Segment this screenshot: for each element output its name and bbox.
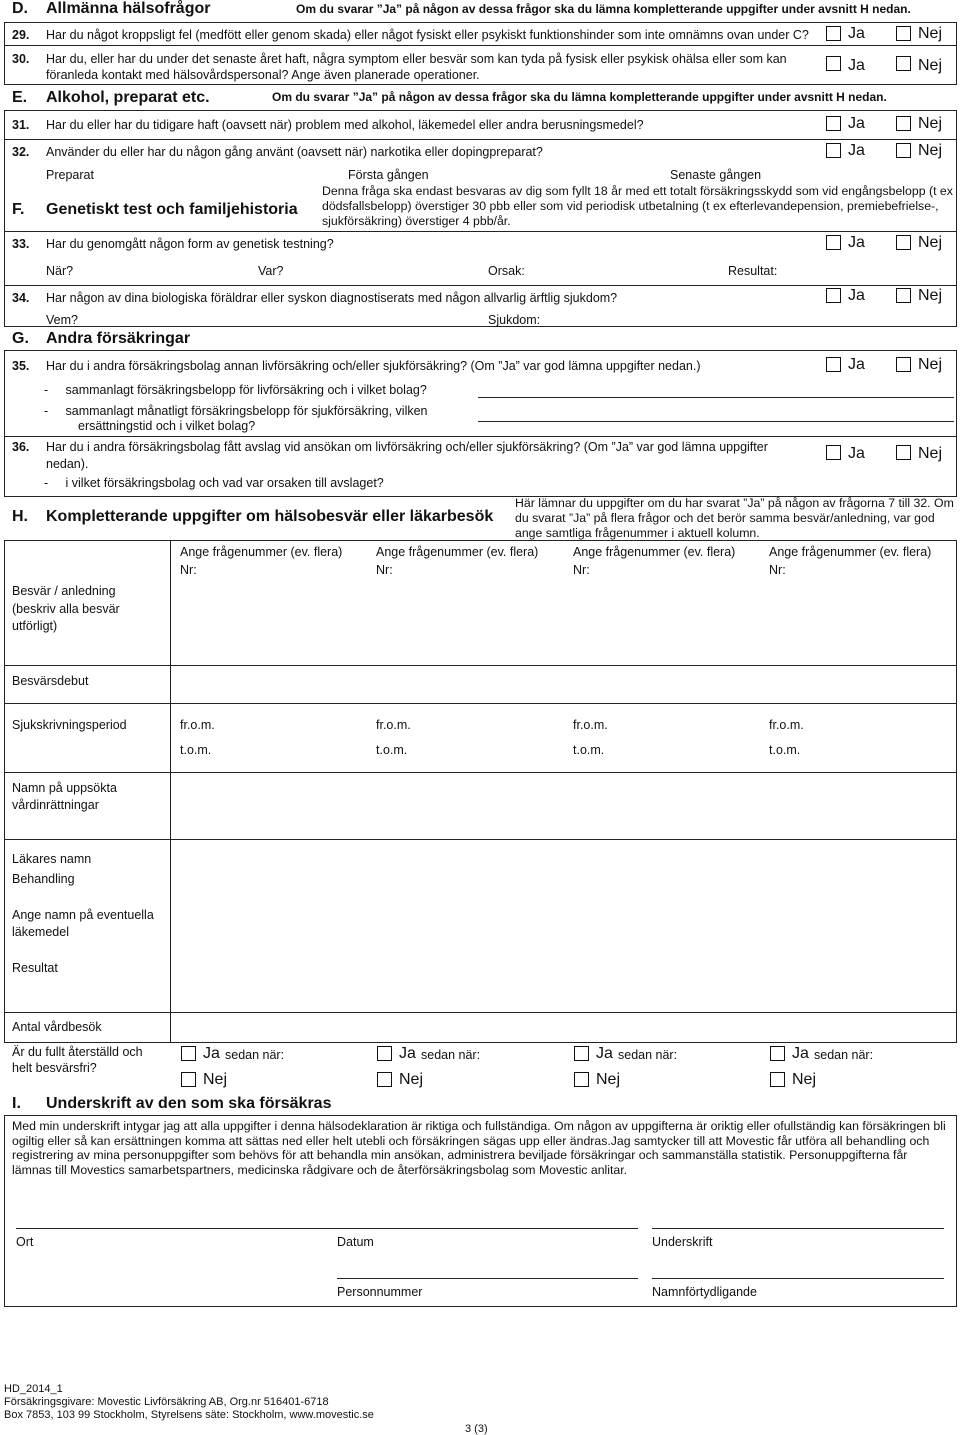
- col1-from: fr.o.m.: [180, 718, 215, 732]
- q36-ja-label: Ja: [848, 445, 865, 462]
- row-lakemedel-label: Ange namn på eventuella läkemedel: [12, 908, 154, 939]
- section-d-note: Om du svarar ”Ja” på någon av dessa frågor ska du lämna kompletterande uppgifter under avsnitt H nedan.: [296, 2, 911, 16]
- q31-nej-checkbox[interactable]: [896, 116, 911, 131]
- table-row-divider: [4, 703, 957, 704]
- col3-nej-label: Nej: [596, 1071, 621, 1088]
- q30-nej-checkbox[interactable]: [896, 56, 911, 71]
- col1-header: Ange frågenummer (ev. flera): [180, 545, 343, 559]
- col4-header: Ange frågenummer (ev. flera): [769, 545, 932, 559]
- col4-sedan: sedan när:: [814, 1048, 874, 1062]
- q34-sjukdom-label: Sjukdom:: [488, 313, 541, 327]
- q30-number: 30.: [12, 52, 30, 66]
- col1-nej-checkbox[interactable]: [181, 1072, 196, 1087]
- q32-number: 32.: [12, 145, 30, 159]
- q33-ja-label: Ja: [848, 234, 865, 251]
- q31-number: 31.: [12, 118, 30, 132]
- row-besvar-label: Besvär / anledning (beskriv alla besvär utförligt): [12, 584, 120, 633]
- col1-nej-label: Nej: [203, 1071, 228, 1088]
- q31-ja-label: Ja: [848, 115, 865, 132]
- q34-nej-checkbox[interactable]: [896, 288, 911, 303]
- section-f-letter: F.: [12, 201, 25, 218]
- section-h-letter: H.: [12, 508, 28, 525]
- col4-tom: t.o.m.: [769, 743, 801, 757]
- q30-text-line2: föranleda kontakt med hälsovårdspersonal? Ange även planerade operationer.: [46, 68, 480, 82]
- q33-nej-label: Nej: [918, 234, 943, 251]
- q32-nej-label: Nej: [918, 142, 943, 159]
- q32-preparat-label: Preparat: [46, 168, 94, 182]
- col1-ja-label: Ja: [203, 1045, 220, 1062]
- personnummer-line[interactable]: [337, 1278, 638, 1279]
- personnummer-label: Personnummer: [337, 1285, 423, 1299]
- section-d-title: Allmänna hälsofrågor: [46, 0, 211, 17]
- q30-ja-label: Ja: [848, 57, 865, 74]
- table-row-divider: [4, 839, 957, 840]
- q35-ja-label: Ja: [848, 356, 865, 373]
- underskrift-label: Underskrift: [652, 1235, 713, 1249]
- q29-nej-checkbox[interactable]: [896, 26, 911, 41]
- row-lakare-label: Läkares namn: [12, 852, 92, 866]
- row-antal-label: Antal vårdbesök: [12, 1020, 102, 1034]
- q35-nej-label: Nej: [918, 356, 943, 373]
- q34-text: Har någon av dina biologiska föräldrar eller syskon diagnostiserats med någon allvarlig ärftlig sjukdom?: [46, 291, 618, 305]
- section-f-note: Denna fråga ska endast besvaras av dig som fyllt 18 år med ett totalt försäkringsskydd som vid engångsbelopp (t ex dödsfallsbelopp) överstiger 30 pbb eller som vid periodisk utbetalning (t ex efterlevandepension, premiebefrielse-, sjukförsäkring) överstiger 4 pbb/år.: [322, 184, 953, 228]
- form-code: HD_2014_1: [4, 1383, 63, 1395]
- q35-answer-line-2[interactable]: [478, 421, 954, 422]
- q36-nej-label: Nej: [918, 445, 943, 462]
- q33-orsak-label: Orsak:: [488, 264, 525, 278]
- q34-vem-label: Vem?: [46, 313, 78, 327]
- q33-ja-checkbox[interactable]: [826, 235, 841, 250]
- section-e-letter: E.: [12, 89, 28, 106]
- q36-text-line1: Har du i andra försäkringsbolag fått avslag vid ansökan om livförsäkring och/eller sjukförsäkring? (Om ”Ja” var god lämna uppgifter: [46, 440, 768, 454]
- ort-datum-line[interactable]: [16, 1228, 638, 1229]
- section-d-letter: D.: [12, 0, 28, 17]
- q34-number: 34.: [12, 291, 30, 305]
- q35-number: 35.: [12, 359, 30, 373]
- ort-label: Ort: [16, 1235, 34, 1249]
- underskrift-line[interactable]: [652, 1228, 944, 1229]
- q31-text: Har du eller har du tidigare haft (oavsett när) problem med alkohol, läkemedel eller andra berusningsmedel?: [46, 118, 644, 132]
- col2-nr: Nr:: [376, 563, 393, 577]
- section-e-title: Alkohol, preparat etc.: [46, 89, 210, 106]
- q33-nar-label: När?: [46, 264, 74, 278]
- col3-ja-checkbox[interactable]: [574, 1046, 589, 1061]
- q36-text-line2: nedan).: [46, 457, 89, 471]
- section-h-table: [4, 540, 957, 1013]
- section-e-note: Om du svarar ”Ja” på någon av dessa frågor ska du lämna kompletterande uppgifter under avsnitt H nedan.: [272, 90, 887, 104]
- namnfortydligande-label: Namnförtydligande: [652, 1285, 757, 1299]
- q34-nej-label: Nej: [918, 287, 943, 304]
- col4-nej-checkbox[interactable]: [770, 1072, 785, 1087]
- col1-nr: Nr:: [180, 563, 197, 577]
- insurer-info: Försäkringsgivare: Movestic Livförsäkring AB, Org.nr 516401-6718: [4, 1396, 329, 1408]
- col1-ja-checkbox[interactable]: [181, 1046, 196, 1061]
- col3-nr: Nr:: [573, 563, 590, 577]
- q35-text: Har du i andra försäkringsbolag annan livförsäkring och/eller sjukförsäkring? (Om ”Ja” var god lämna uppgifter nedan.): [46, 359, 701, 373]
- col2-nej-label: Nej: [399, 1071, 424, 1088]
- col2-header: Ange frågenummer (ev. flera): [376, 545, 539, 559]
- q29-number: 29.: [12, 28, 30, 42]
- q36-bullet-1: - i vilket försäkringsbolag och vad var orsaken till avslaget?: [44, 476, 384, 490]
- q30-ja-checkbox[interactable]: [826, 56, 841, 71]
- namnfortydligande-line[interactable]: [652, 1278, 944, 1279]
- q32-ja-label: Ja: [848, 142, 865, 159]
- col4-from: fr.o.m.: [769, 718, 804, 732]
- row-antal: [4, 1012, 957, 1043]
- q36-ja-checkbox[interactable]: [826, 445, 841, 460]
- col3-ja-label: Ja: [596, 1045, 613, 1062]
- q35-answer-line-1[interactable]: [478, 397, 954, 398]
- consent-text: Med min underskrift intygar jag att alla uppgifter i denna hälsodeklaration är riktiga och fullständiga. Om någon av uppgifterna är oriktig eller ofullständig kan försäkringen bli ogiltig eller så kan ersättningen komma att sättas ned eller helt utebli och försäkringen sägas upp eller ändras.Jag samtycker till att Movestic får utföra all behandling och registrering av mina personuppgifter som behövs för att behandla min ansökan, administrera beviljade försäkringar och sammanställa statistik. Personuppgifterna får lämnas till Movestics samarbetspartners, medicinska rådgivare och de återförsäkringsbolag som Movestic anlitar.: [12, 1119, 946, 1177]
- table-row-divider: [4, 772, 957, 773]
- table-col-divider: [170, 540, 171, 1013]
- q33-var-label: Var?: [258, 264, 284, 278]
- table-row-divider: [4, 665, 957, 666]
- q36-number: 36.: [12, 440, 30, 454]
- divider: [4, 45, 957, 46]
- col3-header: Ange frågenummer (ev. flera): [573, 545, 736, 559]
- q34-ja-label: Ja: [848, 287, 865, 304]
- q31-ja-checkbox[interactable]: [826, 116, 841, 131]
- q33-nej-checkbox[interactable]: [896, 235, 911, 250]
- col1-sedan: sedan när:: [225, 1048, 285, 1062]
- col2-tom: t.o.m.: [376, 743, 408, 757]
- q29-ja-label: Ja: [848, 25, 865, 42]
- col4-ja-checkbox[interactable]: [770, 1046, 785, 1061]
- col3-from: fr.o.m.: [573, 718, 608, 732]
- q33-resultat-label: Resultat:: [728, 264, 778, 278]
- col2-sedan: sedan när:: [421, 1048, 481, 1062]
- section-f-title: Genetiskt test och familjehistoria: [46, 201, 298, 218]
- q36-nej-checkbox[interactable]: [896, 445, 911, 460]
- section-i-title: Underskrift av den som ska försäkras: [46, 1095, 332, 1112]
- col2-nej-checkbox[interactable]: [377, 1072, 392, 1087]
- q30-nej-label: Nej: [918, 57, 943, 74]
- col2-ja-label: Ja: [399, 1045, 416, 1062]
- col3-nej-checkbox[interactable]: [574, 1072, 589, 1087]
- row-behandling-label: Behandling: [12, 872, 75, 886]
- divider: [4, 139, 957, 140]
- table-col-divider: [170, 1012, 171, 1043]
- q35-bullet-2-cont: ersättningstid och i vilket bolag?: [78, 419, 256, 433]
- col3-tom: t.o.m.: [573, 743, 605, 757]
- row-sjukskrivning-label: Sjukskrivningsperiod: [12, 718, 127, 732]
- col4-nr: Nr:: [769, 563, 786, 577]
- col4-ja-label: Ja: [792, 1045, 809, 1062]
- q33-text: Har du genomgått någon form av genetisk testning?: [46, 237, 334, 251]
- col2-ja-checkbox[interactable]: [377, 1046, 392, 1061]
- q35-bullet-2: - sammanlagt månatligt försäkringsbelopp för sjukförsäkring, vilken: [44, 404, 428, 418]
- row-resultat-label: Resultat: [12, 961, 58, 975]
- address-info: Box 7853, 103 99 Stockholm, Styrelsens säte: Stockholm, www.movestic.se: [4, 1409, 374, 1421]
- q30-text-line1: Har du, eller har du under det senaste året haft, några symptom eller besvär som kan tyda på fysisk eller psykisk ohälsa eller som kan: [46, 52, 787, 66]
- q32-ja-checkbox[interactable]: [826, 143, 841, 158]
- col2-from: fr.o.m.: [376, 718, 411, 732]
- q35-ja-checkbox[interactable]: [826, 357, 841, 372]
- section-h-title: Kompletterande uppgifter om hälsobesvär eller läkarbesök: [46, 508, 494, 525]
- section-h-note: Här lämnar du uppgifter om du har svarat ”Ja” på någon av frågorna 7 till 32. Om du svarat ”Ja” på flera frågor och det berör samma besvär/anledning, var god ange samtliga frågenummer i aktuell kolumn.: [515, 496, 954, 540]
- divider: [4, 436, 957, 437]
- q32-text: Använder du eller har du någon gång använt (oavsett när) narkotika eller dopingpreparat?: [46, 145, 543, 159]
- q31-nej-label: Nej: [918, 115, 943, 132]
- row-aterstalld-label: Är du fullt återställd och helt besvärsfri?: [12, 1045, 143, 1075]
- col1-tom: t.o.m.: [180, 743, 212, 757]
- section-g-letter: G.: [12, 330, 29, 347]
- section-g-title: Andra försäkringar: [46, 330, 191, 347]
- row-debut-label: Besvärsdebut: [12, 674, 89, 688]
- q29-text: Har du något kroppsligt fel (medfött eller genom skada) eller något fysiskt eller psykiskt funktionshinder som inte omnämns ovan under C?: [46, 28, 809, 42]
- q29-ja-checkbox[interactable]: [826, 26, 841, 41]
- q35-bullet-1: - sammanlagt försäkringsbelopp för livförsäkring och i vilket bolag?: [44, 383, 427, 397]
- col4-nej-label: Nej: [792, 1071, 817, 1088]
- q29-nej-label: Nej: [918, 25, 943, 42]
- q33-number: 33.: [12, 237, 30, 251]
- q34-ja-checkbox[interactable]: [826, 288, 841, 303]
- page-number: 3 (3): [465, 1423, 488, 1435]
- row-vard-label: Namn på uppsökta vårdinrättningar: [12, 781, 117, 812]
- section-i-letter: I.: [12, 1095, 21, 1112]
- q35-nej-checkbox[interactable]: [896, 357, 911, 372]
- datum-label: Datum: [337, 1235, 374, 1249]
- q32-nej-checkbox[interactable]: [896, 143, 911, 158]
- q32-senaste-label: Senaste gången: [670, 168, 762, 182]
- q32-forsta-label: Första gången: [348, 168, 429, 182]
- col3-sedan: sedan när:: [618, 1048, 678, 1062]
